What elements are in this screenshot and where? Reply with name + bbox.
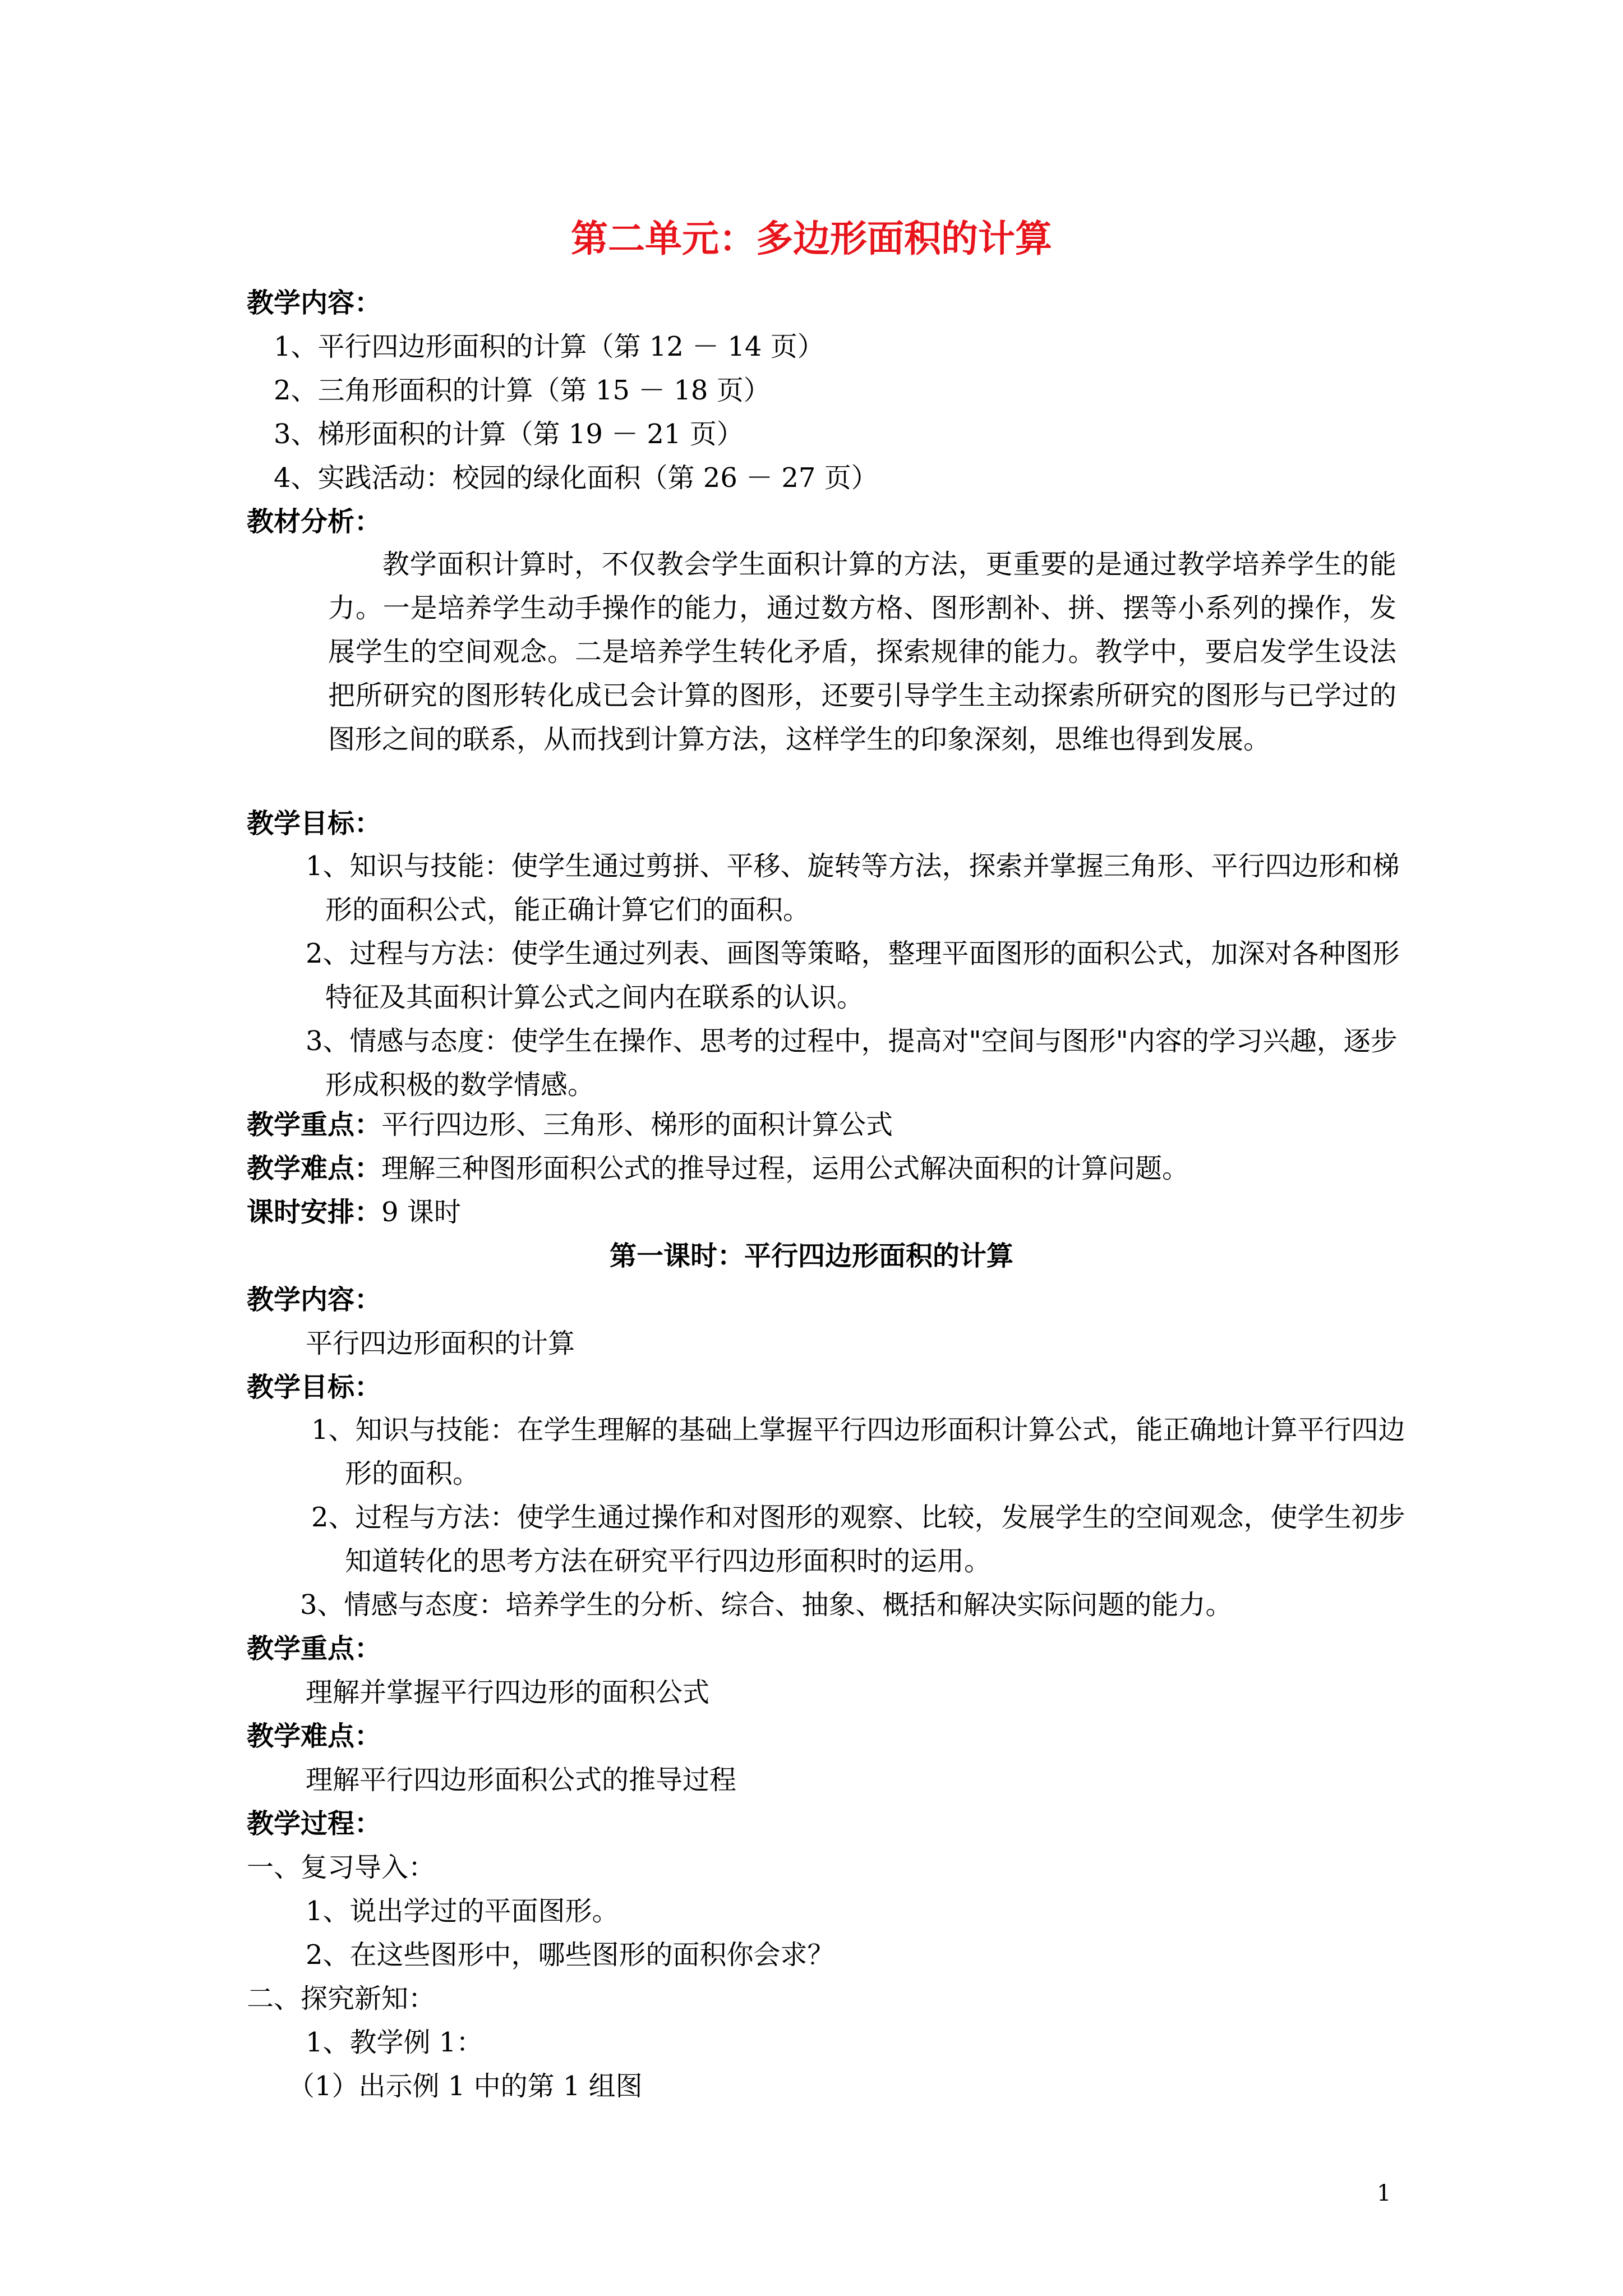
goals-heading: 教学目标： (247, 808, 382, 839)
goal-item: 3、情感与态度：使学生在操作、思考的过程中，提高对"空间与图形"内容的学习兴趣，逐步形成积极的数学情感。 (306, 1025, 1398, 1101)
difficulty-label: 教学难点： (247, 1153, 382, 1184)
process-item: 1、教学例 1： (306, 2027, 483, 2058)
process-item: 2、在这些图形中，哪些图形的面积你会求？ (306, 1939, 834, 1971)
key-point-label: 教学重点： (247, 1109, 382, 1140)
analysis-heading: 教材分析： (247, 506, 382, 537)
content-item: 3、梯形面积的计算（第 19 － 21 页） (274, 418, 744, 450)
analysis-text: 教学面积计算时，不仅教会学生面积计算的方法，更重要的是通过教学培养学生的能力。一是培养学生动手操作的能力，通过数方格、图形割补、拼、摆等小系列的操作，发展学生的空间观念。二是培养学生转化矛盾，探索规律的能力。教学中，要启发学生设法把所研究的图形转化成已会计算的图形，还要引导学生主动探索所研究的图形与已学过的图形之间的联系，从而找到计算方法，这样学生的印象深刻，思维也得到发展。 (328, 549, 1396, 755)
process-section: 一、复习导入： (247, 1852, 436, 1883)
difficulty-text: 理解三种图形面积公式的推导过程，运用公式解决面积的计算问题。 (381, 1153, 1189, 1184)
lesson-content-heading: 教学内容： (247, 1284, 382, 1315)
key-point-text: 平行四边形、三角形、梯形的面积计算公式 (381, 1109, 893, 1140)
schedule-text: 9 课时 (381, 1197, 461, 1228)
lesson-goal-item: 3、情感与态度：培养学生的分析、综合、抽象、概括和解决实际问题的能力。 (300, 1589, 1233, 1621)
content-item: 2、三角形面积的计算（第 15 － 18 页） (274, 375, 771, 406)
process-item: 1、说出学过的平面图形。 (306, 1895, 619, 1927)
key-point-line (247, 1107, 893, 1143)
process-section: 二、探究新知： (247, 1983, 436, 2014)
goal-item: 2、过程与方法：使学生通过列表、画图等策略，整理平面图形的面积公式，加深对各种图形特征及其面积计算公式之间内在联系的认识。 (306, 938, 1400, 1013)
goal-item: 1、知识与技能：使学生通过剪拼、平移、旋转等方法，探索并掌握三角形、平行四边形和梯形的面积公式，能正确计算它们的面积。 (306, 850, 1400, 926)
lesson-difficulty-text: 理解平行四边形面积公式的推导过程 (306, 1764, 737, 1796)
schedule-line (247, 1194, 461, 1230)
lesson-difficulty-heading: 教学难点： (247, 1720, 382, 1752)
content-item: 4、实践活动：校园的绿化面积（第 26 － 27 页） (274, 462, 878, 494)
process-item: （1）出示例 1 中的第 1 组图 (288, 2070, 643, 2102)
document-title: 第二单元：多边形面积的计算 (571, 217, 1052, 260)
lesson-goal-item: 1、知识与技能：在学生理解的基础上掌握平行四边形面积计算公式，能正确地计算平行四边形的面积。 (311, 1414, 1405, 1489)
lesson-goal-item: 2、过程与方法：使学生通过操作和对图形的观察、比较，发展学生的空间观念，使学生初步知道转化的思考方法在研究平行四边形面积时的运用。 (311, 1502, 1405, 1577)
content-item: 1、平行四边形面积的计算（第 12 － 14 页） (274, 331, 824, 362)
lesson-key-heading: 教学重点： (247, 1633, 382, 1664)
lesson-key-text: 理解并掌握平行四边形的面积公式 (306, 1677, 710, 1708)
lesson-goals-heading: 教学目标： (247, 1372, 382, 1403)
lesson-content-text: 平行四边形面积的计算 (306, 1328, 575, 1359)
difficulty-line (247, 1151, 1189, 1186)
page-number: 1 (1377, 2180, 1391, 2206)
content-heading: 教学内容： (247, 287, 382, 319)
lesson-title: 第一课时：平行四边形面积的计算 (609, 1240, 1013, 1272)
process-heading: 教学过程： (247, 1808, 382, 1839)
schedule-label: 课时安排： (247, 1197, 382, 1228)
analysis-paragraph (328, 542, 1396, 761)
